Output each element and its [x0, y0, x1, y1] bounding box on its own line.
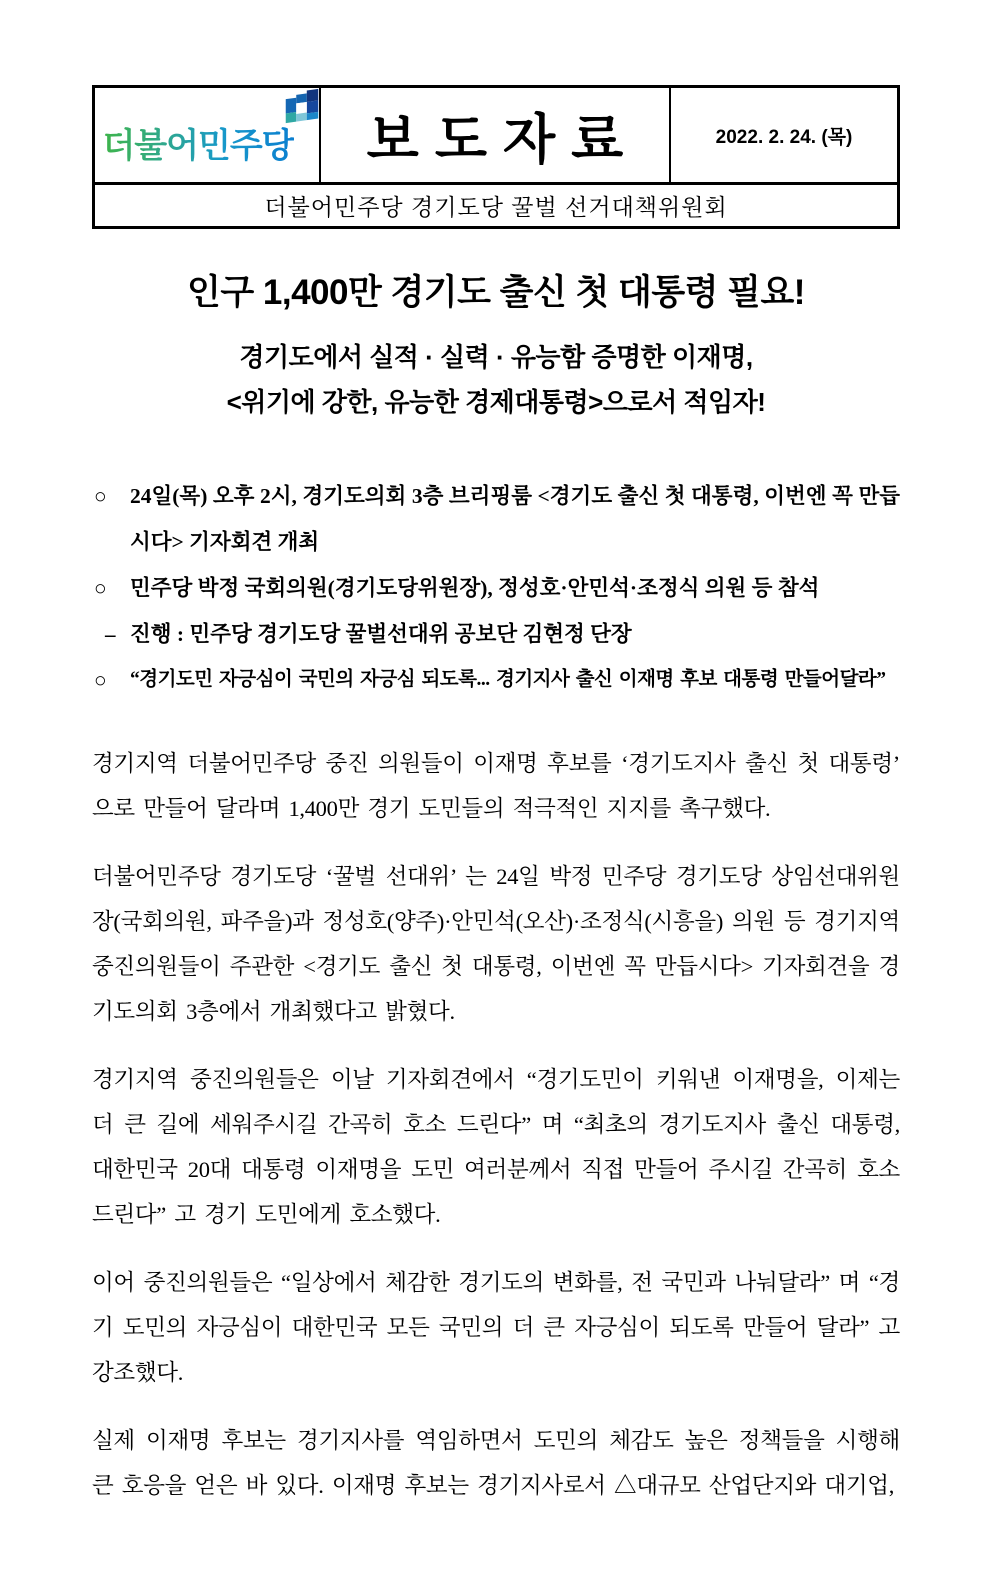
- party-logo: [95, 88, 321, 182]
- document-type-title: 보도자료: [366, 109, 640, 170]
- summary-bullet: [92, 657, 900, 703]
- body-paragraph: 실제 이재명 후보는 경기지사를 역임하면서 도민의 체감도 높은 정책들을 시행해 큰 호응을 얻은 바 있다. 이재명 후보는 경기지사로서 △대규모 산업단지와 대기업,: [92, 1428, 900, 1498]
- issuing-committee: 더불어민주당 경기도당 꿀벌 선거대책위원회: [264, 194, 728, 220]
- sub-headline-2: <위기에 강한, 유능한 경제대통령>으로서 적임자!: [226, 387, 766, 417]
- body-paragraph: 경기지역 중진의원들은 이날 기자회견에서 “경기도민이 키워낸 이재명을, 이제는 더 큰 길에 세워주시길 간곡히 호소 드린다” 며 “최초의 경기도지사 출신 대통령, 대한민국 20대 대통령 이재명을 도민 여러분께서 직접 만들어 주시길 간곡히 호소 드린다” 고 경기 도민에게 호소했다.: [92, 1067, 900, 1227]
- summary-bullets: [92, 473, 900, 703]
- bullet-text: “경기도민 자긍심이 국민의 자긍심 되도록... 경기지사 출신 이재명 후보 대통령 만들어달라”: [130, 669, 886, 690]
- party-flag-icon: [284, 84, 320, 128]
- party-logo-text: 더불어민주당: [102, 126, 294, 165]
- sub-headline-1: 경기도에서 실적 · 실력 · 유능함 증명한 이재명,: [239, 342, 753, 372]
- release-date: 2022. 2. 24. (목): [715, 126, 853, 148]
- bullet-marker: –: [105, 622, 116, 646]
- header-table: [92, 85, 900, 229]
- main-headline: 인구 1,400만 경기도 출신 첫 대통령 필요!: [187, 273, 805, 312]
- bullet-marker: ○: [94, 576, 107, 600]
- summary-bullet: [92, 565, 900, 611]
- body-paragraph: 더불어민주당 경기도당 ‘꿀벌 선대위’ 는 24일 박정 민주당 경기도당 상임선대위원장(국회의원, 파주을)과 정성호(양주)·안민석(오산)·조정식(시흥을) 의원 등 경기지역 중진의원들이 주관한 <경기도 출신 첫 대통령, 이번엔 꼭 만듭시다> 기자회견을 경기도의회 3층에서 개최했다고 밝혔다.: [92, 864, 900, 1024]
- bullet-text: 진행 : 민주당 경기도당 꿀벌선대위 공보단 김현정 단장: [130, 622, 632, 646]
- bullet-marker: ○: [94, 484, 107, 508]
- headline-block: [92, 265, 900, 425]
- summary-bullet: [92, 611, 900, 657]
- summary-bullet: [92, 473, 900, 565]
- body-paragraph: 경기지역 더불어민주당 중진 의원들이 이재명 후보를 ‘경기도지사 출신 첫 대통령’ 으로 만들어 달라며 1,400만 경기 도민들의 적극적인 지지를 촉구했다.: [92, 751, 900, 821]
- bullet-text: 24일(목) 오후 2시, 경기도의회 3층 브리핑룸 <경기도 출신 첫 대통령, 이번엔 꼭 만듭시다> 기자회견 개최: [130, 484, 900, 554]
- bullet-text: 민주당 박정 국회의원(경기도당위원장), 정성호·안민석·조정식 의원 등 참석: [130, 576, 820, 600]
- body-paragraph: 이어 중진의원들은 “일상에서 체감한 경기도의 변화를, 전 국민과 나눠달라” 며 “경기 도민의 자긍심이 대한민국 모든 국민의 더 큰 자긍심이 되도록 만들어 달라” 고 강조했다.: [92, 1270, 900, 1385]
- bullet-marker: ○: [94, 668, 107, 692]
- body-paragraphs: [92, 741, 900, 1508]
